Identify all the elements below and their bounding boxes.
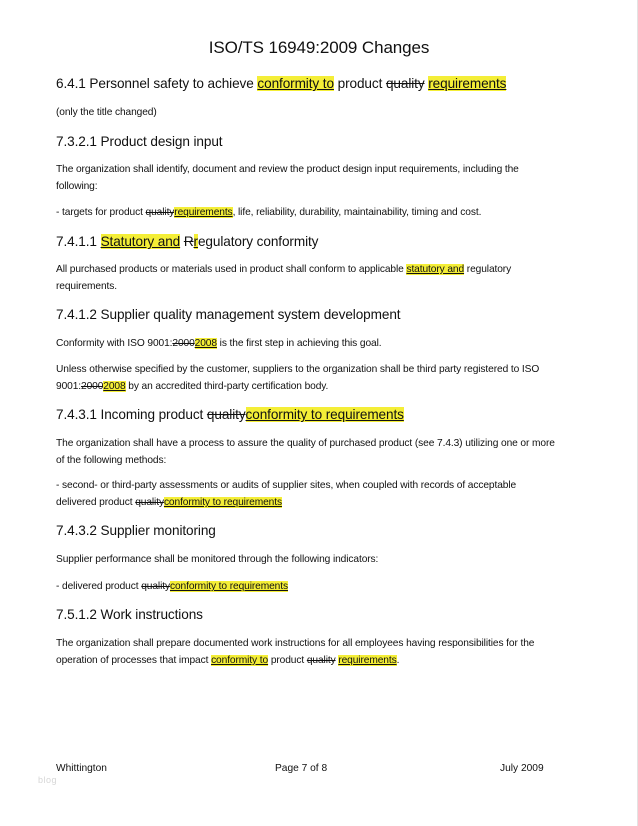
strikethrough-deleted: quality — [141, 581, 170, 592]
footer-date: July 2009 — [500, 763, 544, 774]
document-title: ISO/TS 16949:2009 Changes — [208, 38, 430, 57]
highlight-inserted: requirements — [174, 207, 233, 218]
paragraph-line — [56, 378, 586, 395]
paragraph-line: - second- or third-party assessments or audits of supplier sites, when coupled with records of acceptable — [56, 480, 517, 491]
strikethrough-deleted: 2000 — [81, 381, 104, 392]
paragraph-line: requirements. — [56, 281, 117, 292]
highlight-inserted: requirements — [428, 76, 507, 91]
heading-6-4-1 — [56, 75, 506, 93]
paragraph — [56, 204, 586, 221]
footer-author: Whittington — [56, 763, 107, 774]
paragraph-line: following: — [56, 181, 98, 192]
strikethrough-deleted: quality — [145, 207, 175, 218]
text: by an accredited third-party certification body. — [128, 381, 329, 392]
paragraph-line: Unless otherwise specified by the customer, suppliers to the organization shall be third party registered to ISO — [56, 364, 540, 375]
heading-text: 7.4.1.1 — [56, 234, 97, 249]
highlight-inserted: conformity to — [211, 655, 269, 666]
strikethrough-deleted: 2000 — [172, 338, 195, 349]
paragraph-line — [56, 494, 586, 511]
heading-text: product — [337, 76, 383, 91]
highlight-inserted: conformity to requirements — [169, 581, 288, 592]
heading-7-4-3-1 — [56, 406, 404, 424]
highlight-inserted: conformity to — [257, 76, 334, 91]
text: is the first step in achieving this goal. — [219, 338, 382, 349]
strikethrough-deleted: quality — [206, 407, 246, 422]
paragraph: (only the title changed) — [56, 107, 157, 118]
paragraph-line: of the following methods: — [56, 455, 167, 466]
heading-text: egulatory conformity — [197, 234, 319, 249]
paragraph-line: The organization shall have a process to assure the quality of purchased product (see 7.4.3) utilizing one or more — [56, 438, 555, 449]
paragraph-line: The organization shall prepare documented work instructions for all employees having responsibilities for the — [56, 638, 535, 649]
text: Conformity with ISO 9001: — [56, 338, 173, 349]
highlight-inserted: requirements — [338, 655, 397, 666]
heading-7-4-1-2: 7.4.1.2 Supplier quality management system development — [56, 307, 401, 322]
highlight-inserted: Statutory and — [100, 234, 181, 249]
strikethrough-deleted: quality — [385, 76, 425, 91]
text: - targets for product — [56, 207, 143, 218]
text: delivered product — [56, 497, 133, 508]
highlight-inserted: r — [193, 234, 198, 249]
highlight-inserted: conformity to requirements — [163, 497, 282, 508]
heading-7-3-2-1: 7.3.2.1 Product design input — [56, 134, 223, 149]
text: regulatory — [466, 264, 512, 275]
highlight-inserted: statutory and — [406, 264, 465, 275]
highlight-inserted: 2008 — [103, 381, 126, 392]
text: 9001: — [56, 381, 81, 392]
strikethrough-deleted: R — [183, 234, 194, 249]
footer-page-number: Page 7 of 8 — [275, 763, 328, 774]
text: operation of processes that impact — [56, 655, 209, 666]
paragraph — [56, 578, 586, 595]
text: . — [396, 655, 400, 666]
heading-7-4-1-1 — [56, 233, 318, 251]
heading-7-5-1-2: 7.5.1.2 Work instructions — [56, 607, 203, 622]
watermark: blog — [38, 775, 58, 785]
paragraph: Supplier performance shall be monitored through the following indicators: — [56, 554, 379, 565]
paragraph-line — [56, 652, 586, 669]
heading-7-4-3-2: 7.4.3.2 Supplier monitoring — [56, 523, 216, 538]
strikethrough-deleted: quality — [306, 655, 336, 666]
heading-text: 6.4.1 Personnel safety to achieve — [56, 76, 254, 91]
paragraph-line — [56, 261, 586, 278]
paragraph-line: The organization shall identify, document and review the product design input requirements, including the — [56, 164, 519, 175]
paragraph — [56, 335, 586, 352]
text: All purchased products or materials used in product shall conform to applicable — [56, 264, 404, 275]
strikethrough-deleted: quality — [135, 497, 164, 508]
heading-text: 7.4.3.1 Incoming product — [56, 407, 204, 422]
highlight-inserted: conformity to requirements — [245, 407, 404, 422]
text: - delivered product — [56, 581, 139, 592]
highlight-inserted: 2008 — [194, 338, 217, 349]
text: product — [270, 655, 305, 666]
text: , life, reliability, durability, maintainability, timing and cost. — [232, 207, 482, 218]
